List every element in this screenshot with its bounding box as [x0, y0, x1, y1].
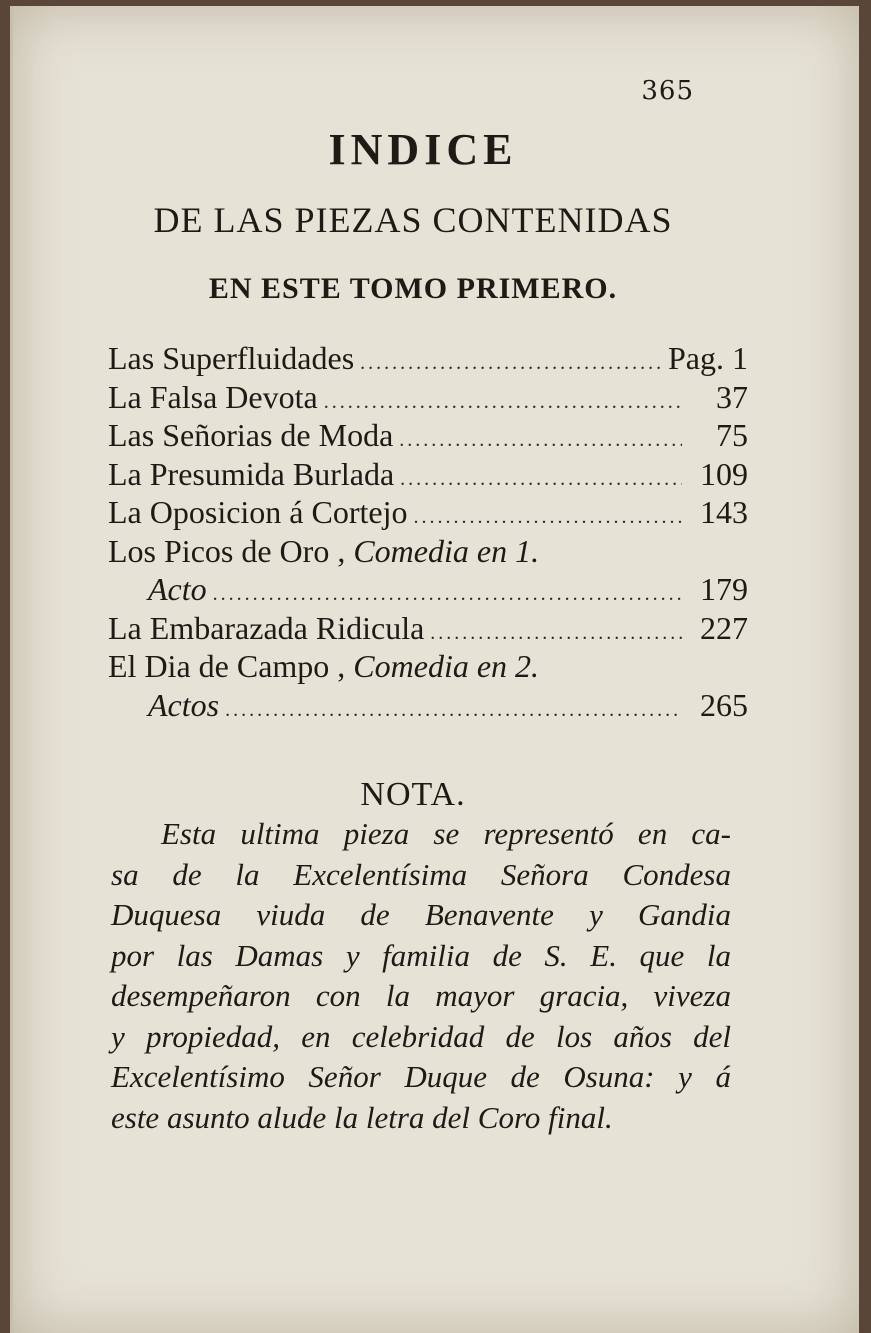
- index-subtitle: DE LAS PIEZAS CONTENIDAS: [153, 200, 673, 240]
- note-paragraph: [111, 814, 731, 1138]
- toc-entry-title: La Embarazada Ridicula: [108, 609, 425, 646]
- note-line: por las Damas y familia de S. E. que la: [111, 937, 731, 973]
- index-volume: EN ESTE TOMO PRIMERO.: [208, 272, 618, 305]
- toc-entry: [108, 455, 748, 494]
- toc-entry: [108, 493, 748, 532]
- toc-entry-page: 109: [700, 455, 748, 492]
- toc-entry-genre: Comedia en 1.: [353, 532, 540, 569]
- toc-entry: [108, 339, 748, 378]
- toc-entry-title-main: El Dia de Campo ,: [108, 648, 354, 684]
- note-line: y propiedad, en celebridad de los años del: [111, 1018, 731, 1054]
- note-heading: NOTA.: [360, 776, 466, 813]
- toc-entry: [108, 647, 748, 686]
- page-number: 365: [641, 76, 694, 106]
- toc-entry-page: 143: [700, 494, 748, 530]
- toc-entry-title: [108, 647, 539, 686]
- index-title: INDICE: [328, 125, 518, 174]
- toc-entry-page: 227: [700, 609, 748, 646]
- table-of-contents: [108, 339, 748, 724]
- toc-entry-title-main: Los Picos de Oro ,: [108, 532, 354, 569]
- toc-entry-title: La Falsa Devota: [108, 378, 318, 415]
- toc-entry: [108, 416, 748, 455]
- toc-entry: [108, 532, 748, 571]
- toc-entry-page: 75: [716, 417, 748, 453]
- note-line: este asunto alude la letra del Coro final.: [111, 1099, 613, 1135]
- note-line: Duquesa viuda de Benavente y Gandia: [111, 897, 731, 932]
- note-line: Excelentísimo Señor Duque de Osuna: y á: [111, 1059, 731, 1094]
- toc-entry-genre: Comedia en 2.: [353, 648, 540, 684]
- toc-entry-cont: Acto: [148, 571, 207, 607]
- toc-entry-title: Las Superfluidades: [108, 340, 355, 376]
- toc-entry-title: [108, 532, 539, 571]
- dot-leader: [225, 691, 682, 730]
- note-line: sa de la Excelentísima Señora Condesa: [111, 856, 731, 892]
- toc-entry-title: Las Señorias de Moda: [108, 417, 394, 453]
- toc-entry-continuation: [108, 570, 748, 609]
- toc-entry-title: La Oposicion á Cortejo: [108, 494, 408, 530]
- note-line: desempeñaron con la mayor gracia, viveza: [111, 978, 731, 1013]
- toc-entry-page: Pag. 1: [668, 340, 748, 376]
- toc-entry: [108, 378, 748, 417]
- toc-entry-continuation: [108, 686, 748, 725]
- toc-entry-title: La Presumida Burlada: [108, 455, 395, 492]
- book-page: [10, 6, 859, 1333]
- toc-entry: [108, 609, 748, 648]
- toc-entry-page: 37: [716, 378, 748, 415]
- toc-entry-page: 265: [700, 686, 748, 723]
- note-line: Esta ultima pieza se representó en ca-: [161, 816, 731, 851]
- toc-entry-page: 179: [700, 571, 748, 607]
- toc-entry-cont: Actos: [148, 686, 220, 723]
